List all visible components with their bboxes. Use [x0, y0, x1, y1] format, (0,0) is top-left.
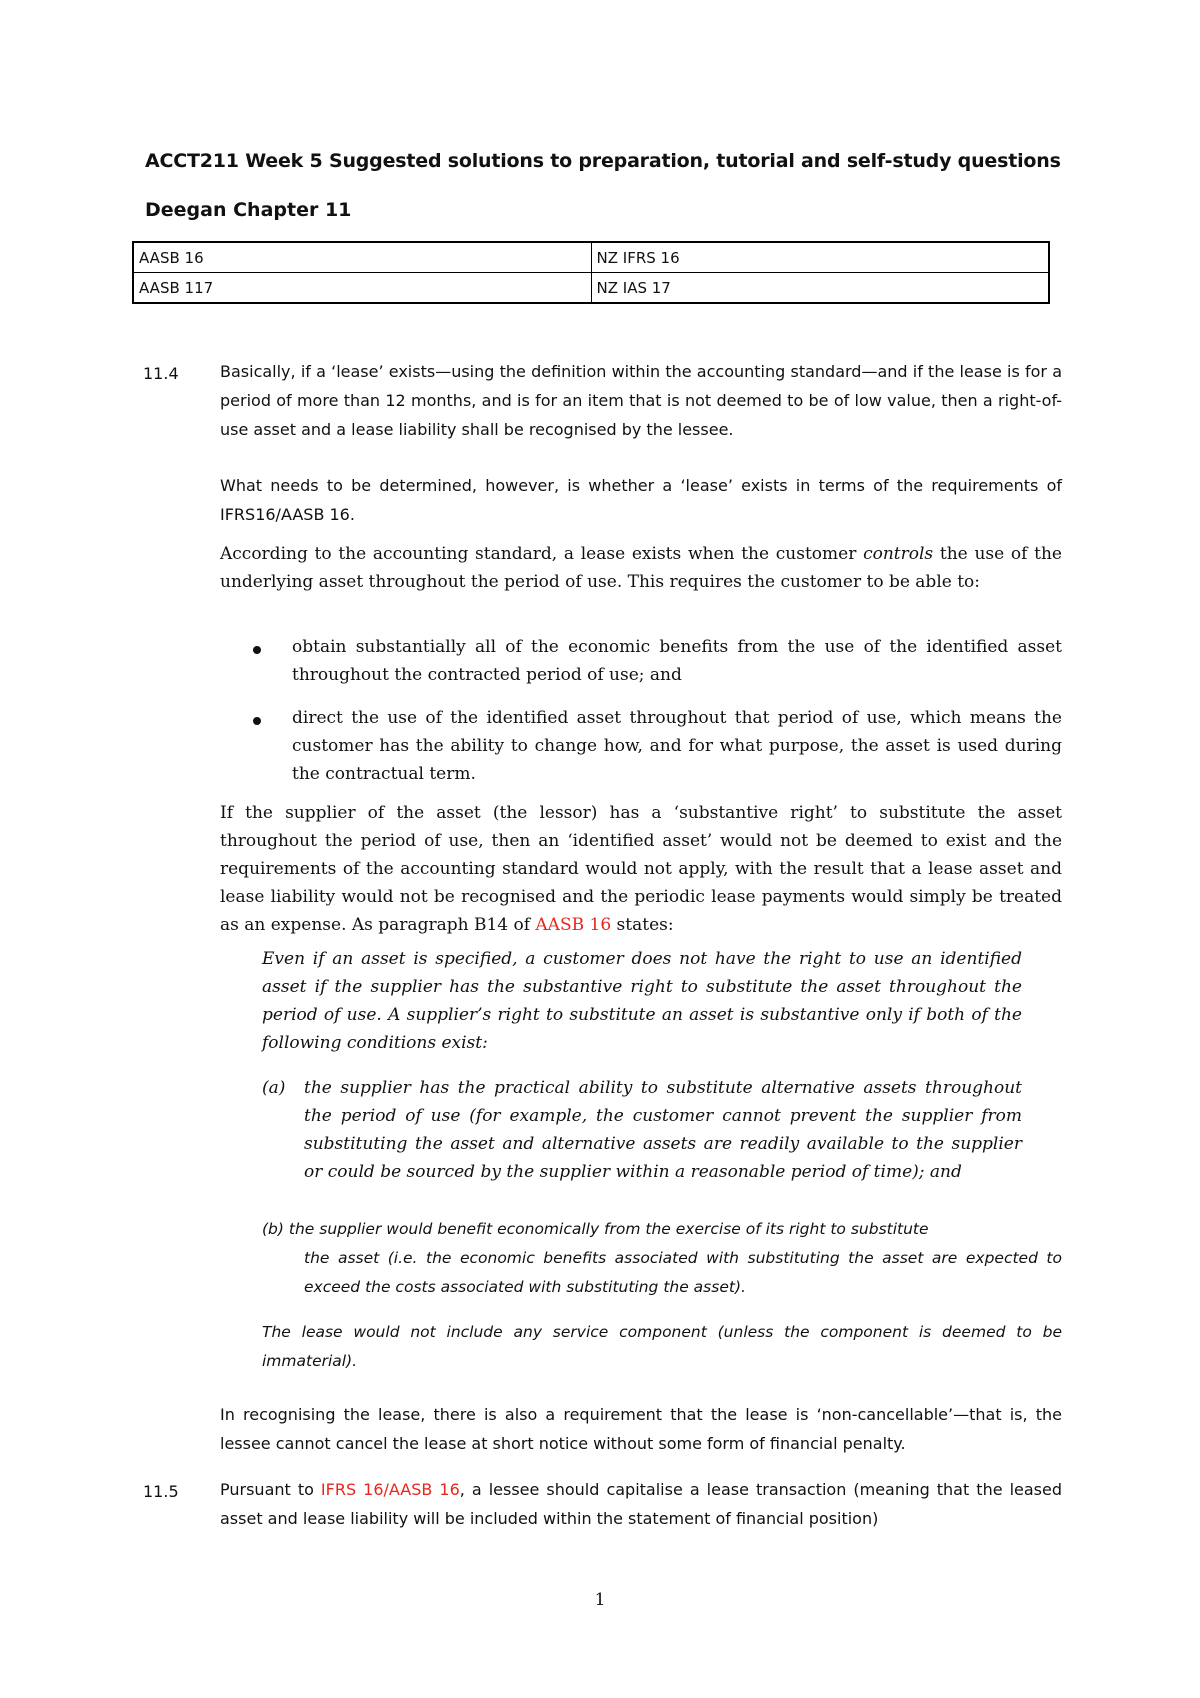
bullet-item: direct the use of the identified asset throughout that period of use, which means the customer has the ability to change how, and for what purpose, the asset is used during the contractual term. — [292, 708, 1062, 784]
table-cell: NZ IFRS 16 — [591, 242, 1049, 273]
table-cell: AASB 117 — [133, 273, 591, 304]
b14-quote: Even if an asset is specified, a customer does not have the right to use an identified asset if the supplier has the substantive right to substitute the asset throughout the period of use. A supplier’s right to substitute an asset is substantive only if both of the following conditions exist: — [262, 949, 1022, 1053]
para4-text-cont: states: — [611, 915, 674, 935]
para4-text: If the supplier of the asset (the lessor) has a ‘substantive right’ to substitute the asset throughout the period of use, then an ‘identified asset’ would not be deemed to exist and the requirements of the accounting standard would not apply, with the result that a lease asset and lease liability would not be recognised and the periodic lease payments would simply be treated as an expense. As paragraph B14 of — [220, 803, 1062, 935]
q115-paragraph — [220, 1475, 1062, 1533]
service-component-note: The lease would not include any service component (unless the component is deemed to be immaterial). — [262, 1323, 1062, 1370]
ifrs16-reference-link[interactable]: IFRS 16/AASB 16 — [320, 1480, 460, 1499]
condition-a: the supplier has the practical ability to substitute alternative assets throughout the period of use (for example, the customer cannot prevent the supplier from substituting the asset and alternative assets are readily available to the supplier or could be sourced by the supplier within a reasonable period of time); and — [304, 1078, 1022, 1182]
question-number: 11.5 — [143, 1482, 179, 1501]
condition-b-first-line: the supplier would benefit economically from the exercise of its right to substitute — [288, 1220, 929, 1238]
table-row — [133, 242, 1049, 273]
table-row — [133, 273, 1049, 304]
condition-a-label: (a) — [262, 1078, 286, 1098]
standards-table — [132, 241, 1050, 304]
condition-b — [262, 1215, 929, 1244]
emphasis-controls: controls — [863, 544, 934, 564]
bullet-icon — [253, 646, 261, 654]
q114-paragraph-2: What needs to be determined, however, is whether a ‘lease’ exists in terms of the requirements of IFRS16/AASB 16. — [220, 476, 1062, 524]
page-number: 1 — [594, 1590, 606, 1610]
condition-b-label: (b) — [262, 1220, 284, 1238]
table-cell: NZ IAS 17 — [591, 273, 1049, 304]
table-cell: AASB 16 — [133, 242, 591, 273]
q114-paragraph-1: Basically, if a ‘lease’ exists—using the definition within the accounting standard—and if the lease is for a period of more than 12 months, and is for an item that is not deemed to be of low value, then a right-of-use asset and a lease liability shall be recognised by the lessee. — [220, 362, 1062, 439]
chapter-heading: Deegan Chapter 11 — [145, 199, 352, 221]
q114-paragraph-4 — [220, 799, 1062, 939]
q115-text: Pursuant to — [220, 1480, 321, 1499]
para3-text-cont: the use of the underlying asset throughout the period of use. This requires the customer to be able to: — [220, 544, 1062, 592]
q114-paragraph-5: In recognising the lease, there is also a requirement that the lease is ‘non-cancellable’—that is, the lessee cannot cancel the lease at short notice without some form of financial penalty. — [220, 1405, 1062, 1453]
aasb16-reference-link[interactable]: AASB 16 — [535, 915, 612, 935]
bullet-icon — [253, 717, 261, 725]
condition-b-continued: the asset (i.e. the economic benefits associated with substituting the asset are expected to exceed the costs associated with substituting the asset). — [304, 1249, 1062, 1296]
q115-text-cont: , a lessee should capitalise a lease transaction (meaning that the leased asset and lease liability will be included within the statement of financial position) — [220, 1480, 1063, 1528]
q114-paragraph-3 — [220, 540, 1062, 596]
document-title: ACCT211 Week 5 Suggested solutions to preparation, tutorial and self-study questions — [145, 150, 1061, 172]
bullet-item: obtain substantially all of the economic benefits from the use of the identified asset throughout the contracted period of use; and — [292, 637, 1062, 685]
para3-text: According to the accounting standard, a lease exists when the customer — [220, 544, 864, 564]
question-number: 11.4 — [143, 364, 179, 383]
